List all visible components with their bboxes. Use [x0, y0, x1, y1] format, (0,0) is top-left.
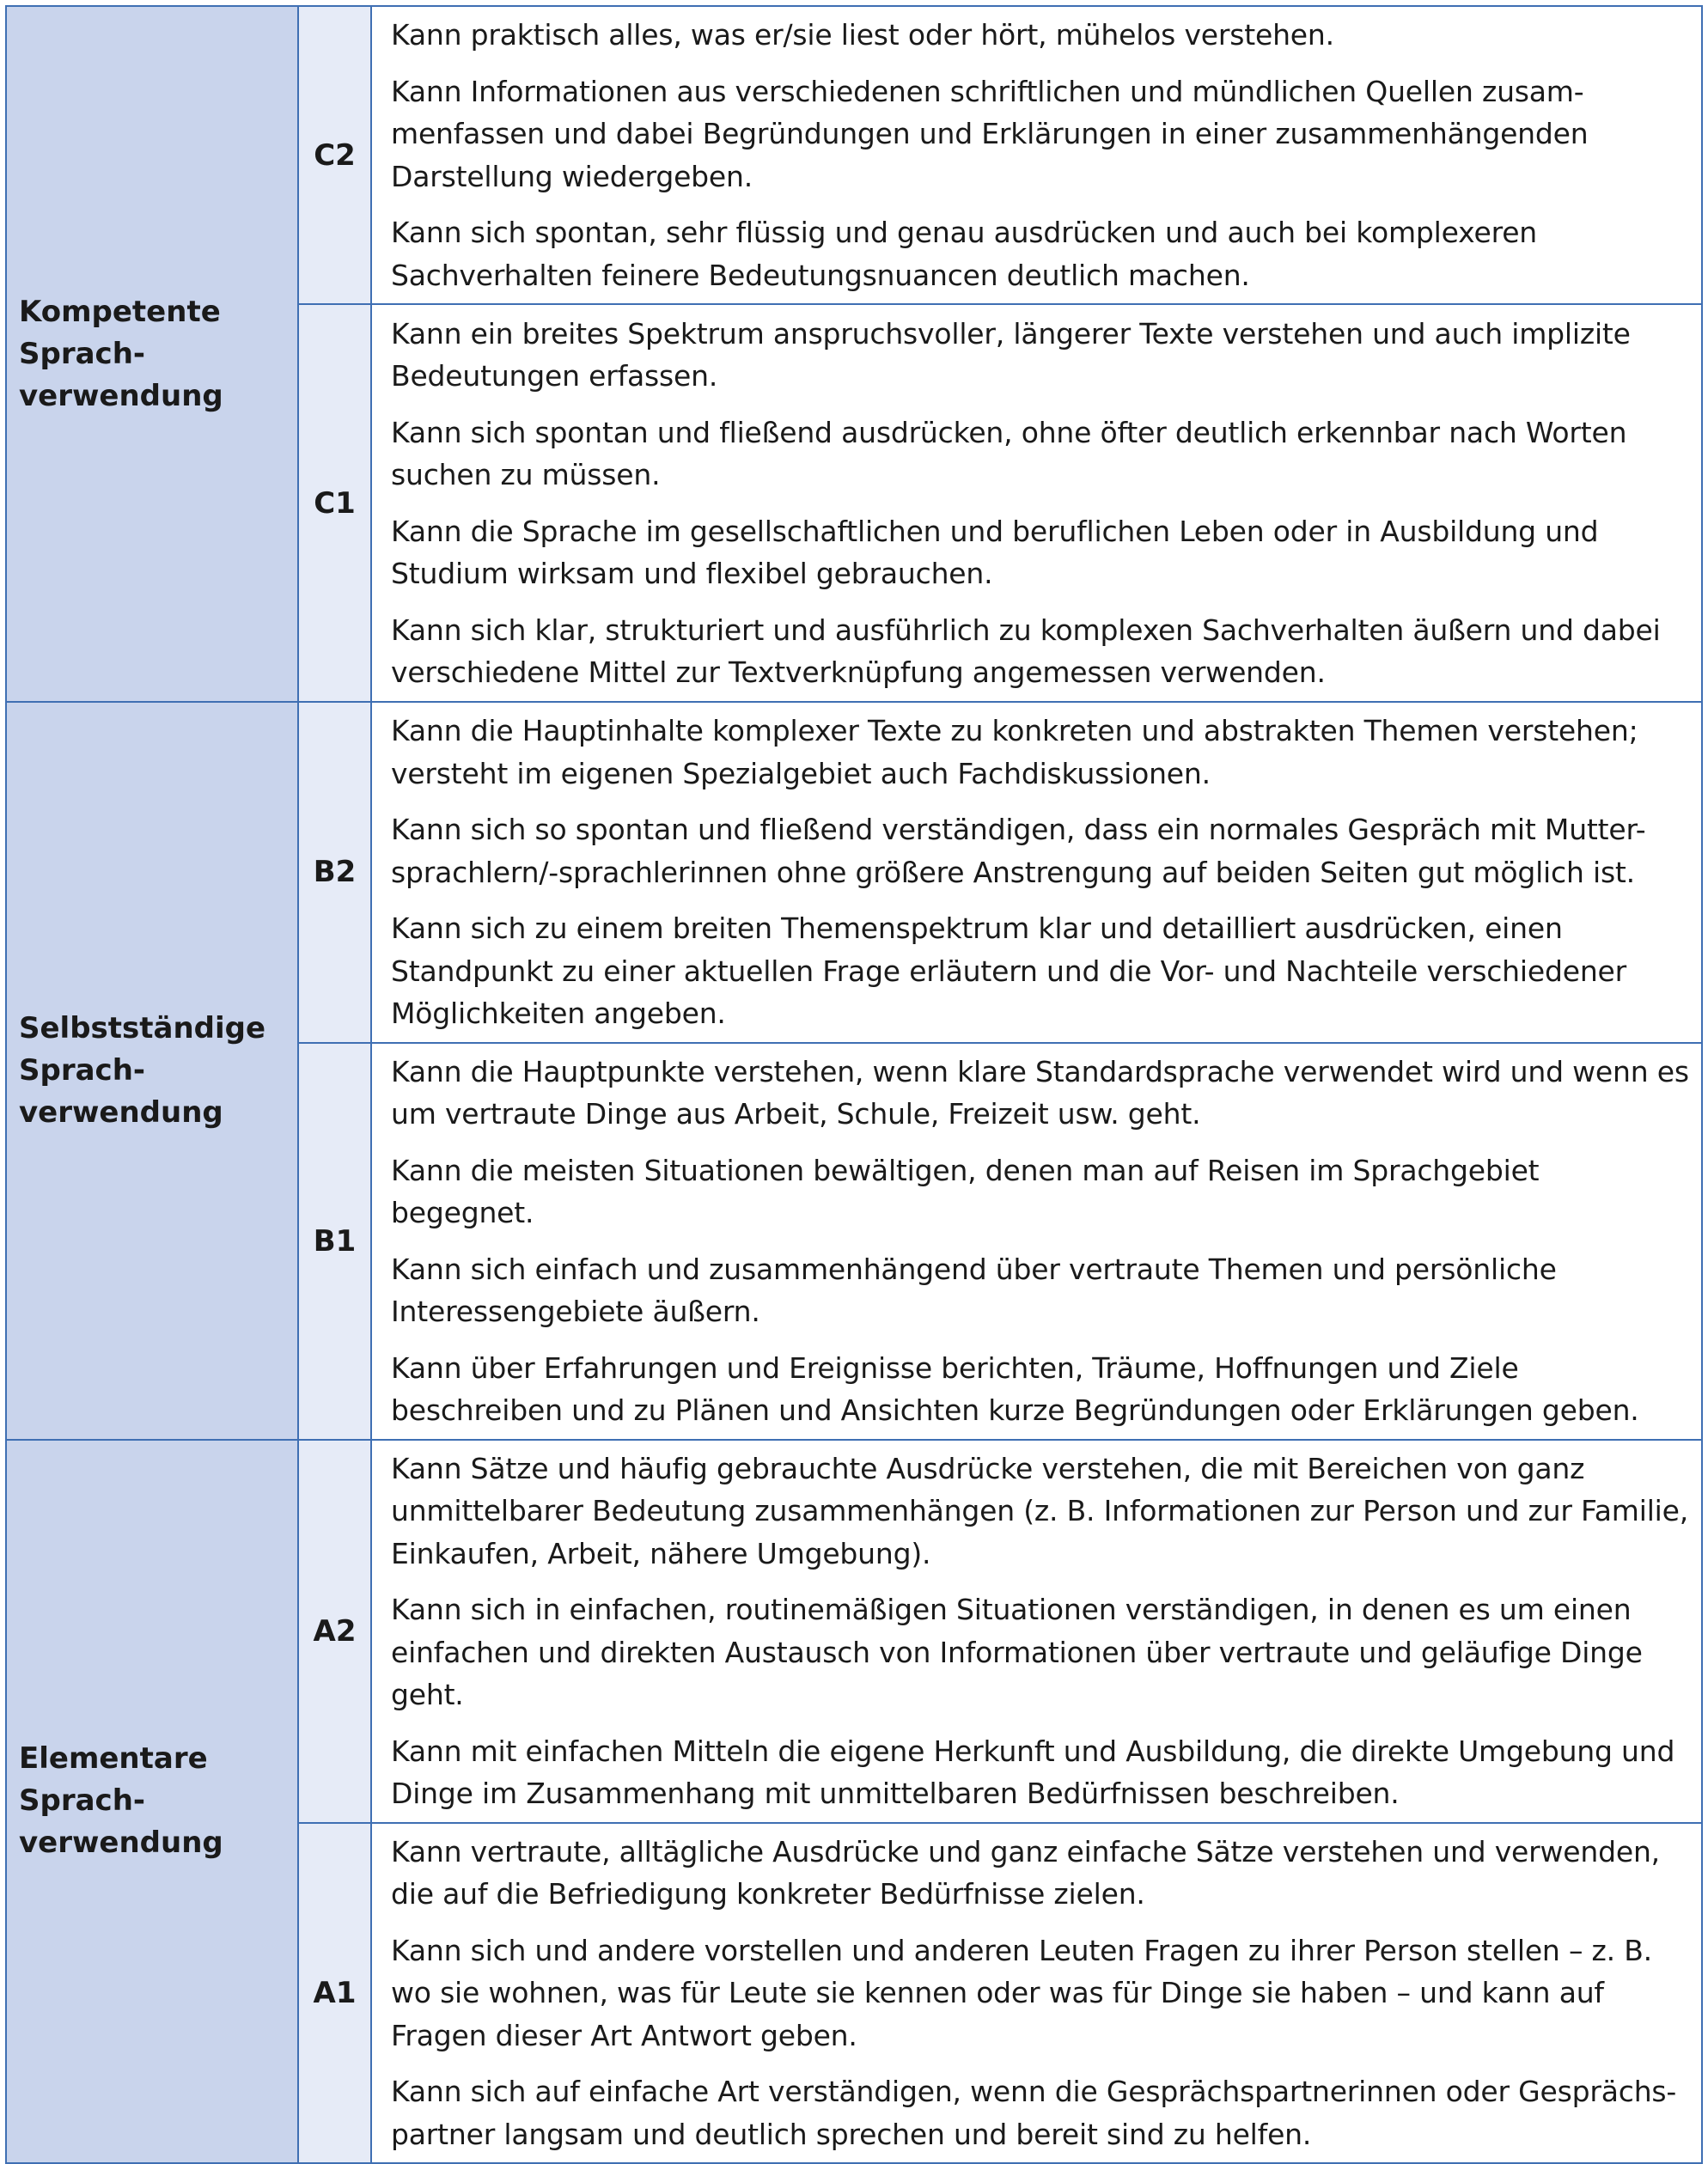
level-code-c1: C1 — [298, 304, 371, 702]
descriptor: Kann die Sprache im gesellschaftlichen und beruflichen Leben oder in Ausbildung und Studium wirksam und flexibel gebrauchen. — [391, 514, 1599, 590]
descriptor: Kann die Hauptinhalte komplexer Texte zu konkreten und abstrakten Themen verstehen; versteht im eigenen Spezialgebiet auch Fachdiskussionen. — [391, 714, 1638, 790]
group-label-line: Sprach- — [19, 1783, 146, 1819]
descriptor: Kann mit einfachen Mitteln die eigene Herkunft und Ausbildung, die direkte Umgebung und Dinge im Zusammenhang mit unmittelbaren Bedürfnissen beschreiben. — [391, 1734, 1675, 1810]
descriptor: Kann sich so spontan und fließend verständigen, dass ein normales Gespräch mit Mutter-sprachlern/-sprachlerinnen ohne größere Anstrengung auf beiden Seiten gut möglich ist. — [391, 813, 1646, 889]
level-code-a1: A1 — [298, 1823, 371, 2164]
descriptor: Kann ein breites Spektrum anspruchsvoller, längerer Texte verstehen und auch implizite Bedeutungen erfassen. — [391, 316, 1631, 393]
level-descriptors-b1 — [371, 1043, 1702, 1440]
level-descriptors-b2 — [371, 702, 1702, 1043]
descriptor: Kann praktisch alles, was er/sie liest oder hört, mühelos verstehen. — [391, 18, 1334, 52]
level-code-a2: A2 — [298, 1440, 371, 1823]
table-row — [6, 702, 1702, 1043]
group-label-kompetente — [6, 6, 298, 702]
descriptor: Kann sich klar, strukturiert und ausführlich zu komplexen Sachverhalten äußern und dabei verschiedene Mittel zur Textverknüpfung angemessen verwenden. — [391, 613, 1661, 689]
level-descriptors-a1 — [371, 1823, 1702, 2164]
group-label-line: Elementare — [19, 1741, 208, 1777]
group-label-line: verwendung — [19, 378, 223, 413]
group-label-line: Sprach- — [19, 1052, 146, 1088]
group-label-line: verwendung — [19, 1094, 223, 1130]
descriptor: Kann sich einfach und zusammenhängend über vertraute Themen und persönliche Interessengebiete äußern. — [391, 1252, 1557, 1328]
group-label-line: Selbstständige — [19, 1010, 266, 1045]
descriptor: Kann sich spontan und fließend ausdrücken, ohne öfter deutlich erkennbar nach Worten suchen zu müssen. — [391, 415, 1627, 491]
descriptor: Kann sich in einfachen, routinemäßigen Situationen verständigen, in denen es um einen einfachen und direkten Austausch von Informationen über vertraute und geläufige Dinge geht. — [391, 1593, 1643, 1711]
descriptor: Kann sich spontan, sehr flüssig und genau ausdrücken und auch bei komplexeren Sachverhalten feinere Bedeutungsnuancen deutlich machen. — [391, 216, 1538, 292]
descriptor: Kann sich auf einfache Art verständigen, wenn die Gesprächspartnerinnen oder Gesprächs-partner langsam und deutlich sprechen und bereit sind zu helfen. — [391, 2075, 1677, 2151]
descriptor: Kann Informationen aus verschiedenen schriftlichen und mündlichen Quellen zusam-menfassen und dabei Begründungen und Erklärungen in einer zusammenhängenden Darstellung wiedergeben. — [391, 74, 1589, 193]
descriptor: Kann die Hauptpunkte verstehen, wenn klare Standardsprache verwendet wird und wenn es um vertraute Dinge aus Arbeit, Schule, Freizeit usw. geht. — [391, 1054, 1689, 1131]
level-code-c2: C2 — [298, 6, 371, 304]
group-label-selbststaendige — [6, 702, 298, 1440]
group-label-line: Sprach- — [19, 336, 146, 371]
descriptor: Kann Sätze und häufig gebrauchte Ausdrücke verstehen, die mit Bereichen von ganz unmittelbarer Bedeutung zusammenhängen (z. B. Informationen zur Person und zur Familie, Einkaufen, Arbeit, nähere Umgebung). — [391, 1451, 1689, 1570]
group-label-elementare — [6, 1440, 298, 2164]
descriptor: Kann über Erfahrungen und Ereignisse berichten, Träume, Hoffnungen und Ziele beschreiben und zu Plänen und Ansichten kurze Begründungen oder Erklärungen geben. — [391, 1350, 1639, 1427]
level-descriptors-a2 — [371, 1440, 1702, 1823]
level-descriptors-c1 — [371, 304, 1702, 702]
cefr-level-table — [5, 5, 1703, 2164]
descriptor: Kann sich und andere vorstellen und anderen Leuten Fragen zu ihrer Person stellen – z. B. wo sie wohnen, was für Leute sie kennen oder was für Dinge sie haben – und kann auf Fragen dieser Art Antwort geben. — [391, 1933, 1652, 2052]
level-code-b1: B1 — [298, 1043, 371, 1440]
descriptor: Kann die meisten Situationen bewältigen, denen man auf Reisen im Sprachgebiet begegnet. — [391, 1153, 1540, 1229]
group-label-line: Kompetente — [19, 294, 221, 329]
table-row — [6, 1440, 1702, 1823]
level-code-b2: B2 — [298, 702, 371, 1043]
descriptor: Kann sich zu einem breiten Themenspektrum klar und detailliert ausdrücken, einen Standpunkt zu einer aktuellen Frage erläutern und die Vor- und Nachteile verschiedener Möglichkeiten angeben. — [391, 911, 1627, 1030]
table-row — [6, 6, 1702, 304]
group-label-line: verwendung — [19, 1826, 223, 1861]
descriptor: Kann vertraute, alltägliche Ausdrücke und ganz einfache Sätze verstehen und verwenden, die auf die Befriedigung konkreter Bedürfnisse zielen. — [391, 1834, 1660, 1911]
level-descriptors-c2 — [371, 6, 1702, 304]
